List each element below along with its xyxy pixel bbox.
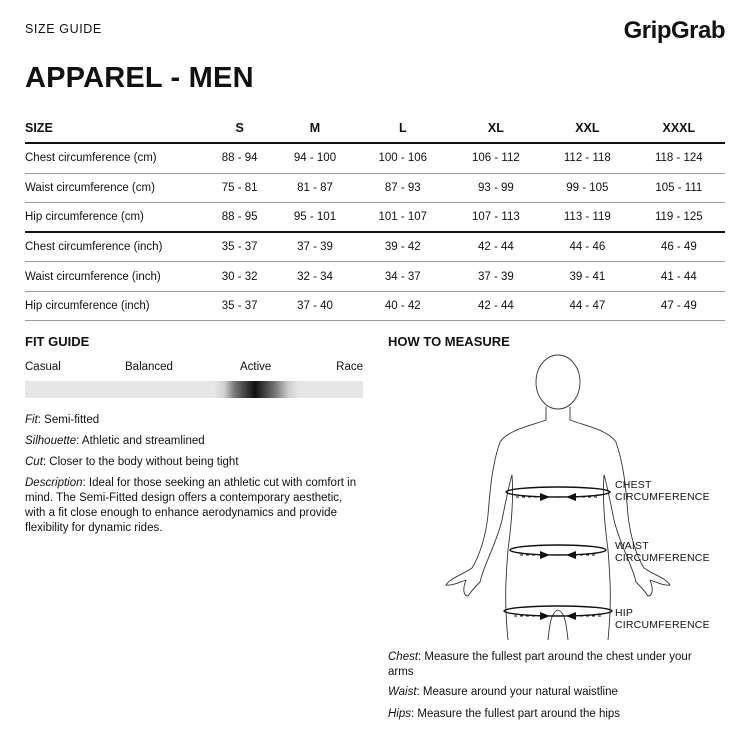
table-cell: 41 - 44 (633, 262, 725, 291)
page-title: APPAREL - MEN (25, 62, 254, 94)
table-row (25, 143, 725, 173)
figure-legs (548, 610, 568, 640)
description-value: : Ideal for those seeking an athletic cut with comfort in mind. The Semi-Fitted design offers a contemporary aesthetic, with a fit close enough to enhance aerodynamics and provide flexibility for dynamic rides. (25, 477, 357, 534)
waist-note-key: Waist (388, 686, 417, 698)
table-row (25, 262, 725, 291)
fit-guide-title: FIT GUIDE (25, 334, 90, 349)
header-m: M (274, 114, 356, 143)
table-row (25, 291, 725, 320)
row-label: Waist circumference (inch) (25, 262, 205, 291)
hips-note-value: : Measure the fullest part around the hips (411, 708, 621, 720)
table-cell: 35 - 37 (205, 291, 274, 320)
table-cell: 95 - 101 (274, 202, 356, 232)
table-cell: 47 - 49 (633, 291, 725, 320)
fit-scale-active: Active (240, 361, 272, 373)
cut-value: : Closer to the body without being tight (42, 456, 239, 468)
table-cell: 37 - 39 (450, 262, 542, 291)
fit-scale-labels (25, 361, 363, 377)
chest-label (615, 479, 710, 503)
description-key: Description (25, 477, 83, 489)
table-cell: 119 - 125 (633, 202, 725, 232)
table-cell: 105 - 111 (633, 173, 725, 202)
table-cell: 35 - 37 (205, 232, 274, 262)
table-cell: 32 - 34 (274, 262, 356, 291)
chest-label-line2: CIRCUMFERENCE (615, 491, 710, 503)
hip-label (615, 607, 710, 631)
cut-line (25, 455, 360, 470)
table-cell: 42 - 44 (450, 232, 542, 262)
fit-line (25, 413, 360, 428)
fit-value: : Semi-fitted (37, 414, 100, 426)
table-cell: 39 - 42 (356, 232, 450, 262)
size-guide-label: SIZE GUIDE (25, 22, 102, 36)
table-cell: 113 - 119 (542, 202, 633, 232)
table-cell: 40 - 42 (356, 291, 450, 320)
chest-measure-line (506, 487, 610, 501)
table-cell: 44 - 46 (542, 232, 633, 262)
table-cell: 94 - 100 (274, 143, 356, 173)
table-cell: 88 - 95 (205, 202, 274, 232)
table-header-row (25, 114, 725, 143)
figure-body-outline (446, 407, 670, 640)
table-cell: 100 - 106 (356, 143, 450, 173)
table-cell: 42 - 44 (450, 291, 542, 320)
fit-scale-bar (25, 381, 363, 398)
table-cell: 34 - 37 (356, 262, 450, 291)
silhouette-key: Silhouette (25, 435, 77, 447)
row-label: Chest circumference (cm) (25, 143, 205, 173)
hip-measure-line (504, 606, 612, 620)
size-table (25, 114, 725, 321)
hips-note (388, 707, 718, 722)
table-cell: 37 - 39 (274, 232, 356, 262)
table-cell: 87 - 93 (356, 173, 450, 202)
table-cell: 46 - 49 (633, 232, 725, 262)
table-cell: 118 - 124 (633, 143, 725, 173)
table-cell: 75 - 81 (205, 173, 274, 202)
table-cell: 93 - 99 (450, 173, 542, 202)
row-label: Chest circumference (inch) (25, 232, 205, 262)
header-xxl: XXL (542, 114, 633, 143)
chest-note (388, 650, 718, 680)
row-label: Waist circumference (cm) (25, 173, 205, 202)
table-row (25, 202, 725, 232)
waist-label-line1: WAIST (615, 540, 649, 552)
table-cell: 106 - 112 (450, 143, 542, 173)
silhouette-value: : Athletic and streamlined (76, 435, 205, 447)
fit-key: Fit (25, 414, 38, 426)
header-s: S (205, 114, 274, 143)
table-cell: 99 - 105 (542, 173, 633, 202)
figure-head (536, 355, 580, 409)
waist-label (615, 540, 710, 564)
cut-key: Cut (25, 456, 43, 468)
table-cell: 44 - 47 (542, 291, 633, 320)
hips-note-key: Hips (388, 708, 412, 720)
description-line (25, 476, 360, 536)
header-l: L (356, 114, 450, 143)
row-label: Hip circumference (cm) (25, 202, 205, 232)
hip-label-line2: CIRCUMFERENCE (615, 619, 710, 631)
waist-measure-line (510, 545, 606, 559)
fit-scale-casual: Casual (25, 361, 61, 373)
table-cell: 39 - 41 (542, 262, 633, 291)
how-to-measure-title: HOW TO MEASURE (388, 334, 510, 349)
header-xl: XL (450, 114, 542, 143)
chest-label-line1: CHEST (615, 479, 652, 491)
header-xxxl: XXXL (633, 114, 725, 143)
waist-label-line2: CIRCUMFERENCE (615, 552, 710, 564)
fit-scale-balanced: Balanced (125, 361, 173, 373)
table-cell: 37 - 40 (274, 291, 356, 320)
row-label: Hip circumference (inch) (25, 291, 205, 320)
chest-note-value: : Measure the fullest part around the chest under your arms (388, 651, 692, 678)
header-size: SIZE (25, 114, 205, 143)
table-cell: 81 - 87 (274, 173, 356, 202)
fit-scale-race: Race (336, 361, 363, 373)
chest-note-key: Chest (388, 651, 419, 663)
silhouette-line (25, 434, 360, 449)
waist-note (388, 685, 718, 700)
table-cell: 101 - 107 (356, 202, 450, 232)
table-cell: 88 - 94 (205, 143, 274, 173)
brand-logo: GripGrab (623, 17, 725, 44)
waist-note-value: : Measure around your natural waistline (416, 686, 618, 698)
table-row (25, 173, 725, 202)
hip-label-line1: HIP (615, 607, 634, 619)
table-cell: 107 - 113 (450, 202, 542, 232)
table-cell: 112 - 118 (542, 143, 633, 173)
table-cell: 30 - 32 (205, 262, 274, 291)
table-row (25, 232, 725, 262)
